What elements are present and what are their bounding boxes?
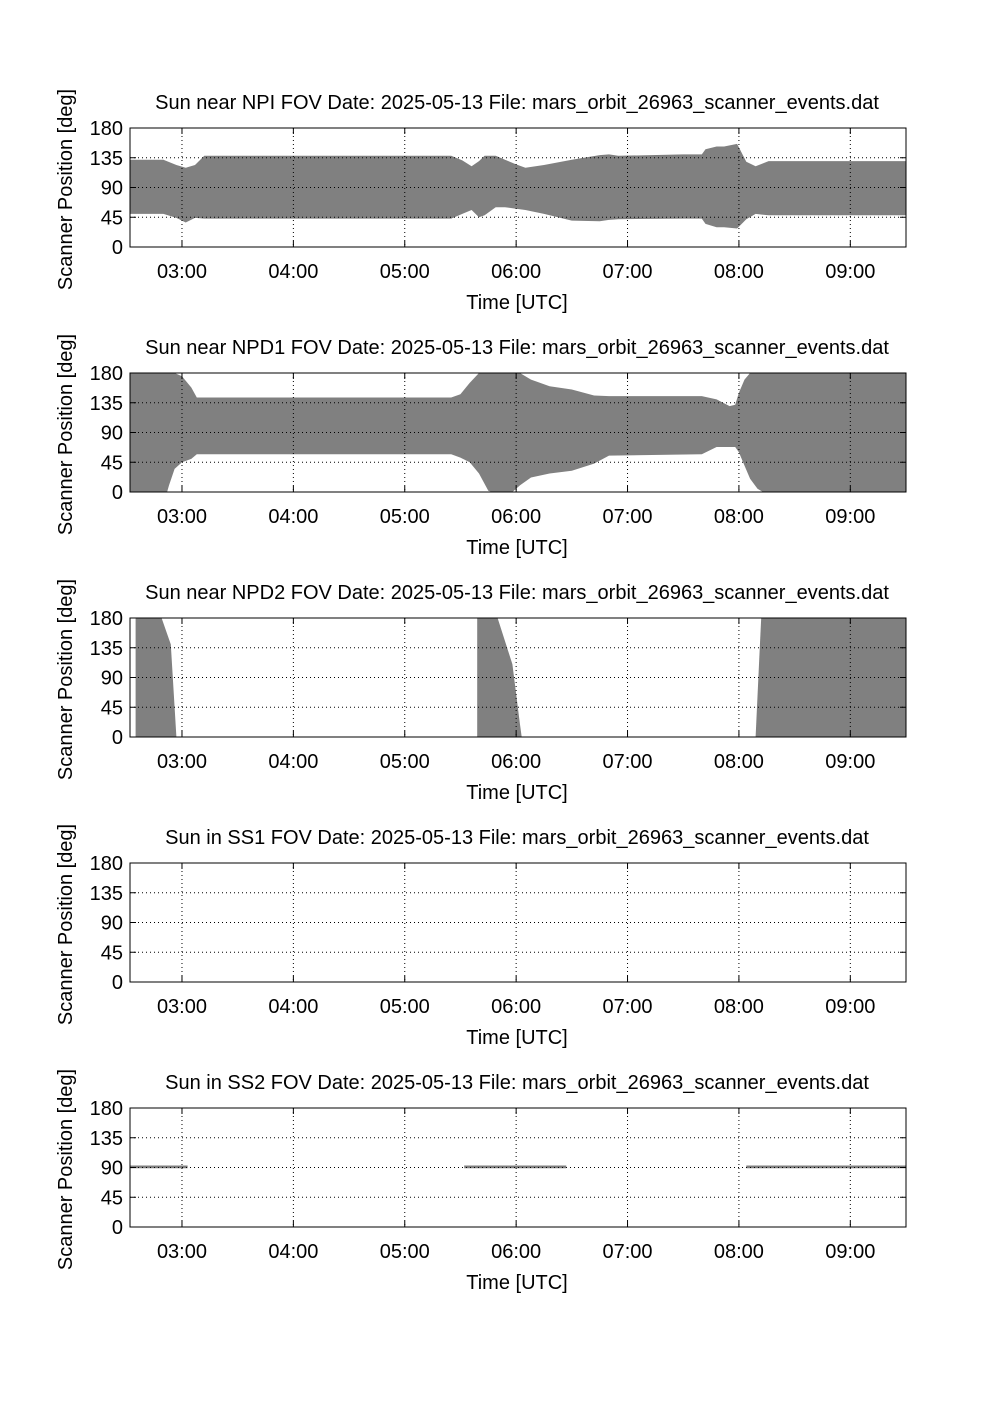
x-tick-label: 07:00 (602, 261, 653, 283)
x-tick-label: 04:00 (268, 996, 319, 1018)
chart-panel-5 (55, 1069, 906, 1294)
y-tick-label: 90 (100, 912, 123, 935)
x-axis-label: Time [UTC] (466, 537, 568, 559)
y-tick-label: 45 (100, 942, 123, 965)
chart-title: Sun near NPD2 FOV Date: 2025-05-13 File: mars_orbit_26963_scanner_events.dat (145, 582, 889, 604)
x-tick-label: 06:00 (491, 261, 542, 283)
x-tick-label: 07:00 (602, 751, 653, 773)
y-axis-label: Scanner Position [deg] (55, 823, 77, 1026)
x-axis-label: Time [UTC] (466, 782, 568, 804)
y-tick-label: 0 (111, 972, 123, 994)
y-tick-label: 90 (100, 177, 123, 200)
chart-title: Sun near NPI FOV Date: 2025-05-13 File: mars_orbit_26963_scanner_events.dat (155, 92, 879, 114)
y-tick-label: 0 (111, 727, 123, 749)
y-tick-label: 45 (100, 1187, 123, 1210)
y-tick-label: 135 (89, 147, 123, 170)
x-tick-label: 09:00 (825, 996, 876, 1018)
x-tick-label: 06:00 (491, 996, 542, 1018)
x-tick-label: 06:00 (491, 751, 542, 773)
x-tick-label: 08:00 (713, 1241, 764, 1263)
x-tick-label: 04:00 (268, 261, 319, 283)
x-tick-label: 03:00 (156, 261, 208, 283)
y-axis-label: Scanner Position [deg] (55, 1068, 77, 1271)
y-tick-label: 90 (100, 1157, 123, 1180)
x-tick-label: 05:00 (379, 996, 430, 1018)
y-tick-label: 180 (89, 363, 123, 385)
x-tick-label: 03:00 (156, 996, 208, 1018)
x-tick-label: 04:00 (268, 751, 319, 773)
x-axis-label: Time [UTC] (466, 292, 568, 314)
x-tick-label: 03:00 (156, 506, 208, 528)
y-tick-label: 135 (89, 637, 123, 660)
x-tick-label: 06:00 (491, 1241, 542, 1263)
x-tick-label: 09:00 (825, 261, 876, 283)
y-tick-label: 45 (100, 207, 123, 230)
x-tick-label: 07:00 (602, 1241, 653, 1263)
y-tick-label: 180 (89, 608, 123, 630)
chart-panel-3 (55, 579, 906, 804)
x-tick-label: 09:00 (825, 1241, 876, 1263)
x-tick-label: 08:00 (713, 751, 764, 773)
x-tick-label: 07:00 (602, 506, 653, 528)
chart-title: Sun near NPD1 FOV Date: 2025-05-13 File: mars_orbit_26963_scanner_events.dat (145, 337, 889, 359)
y-tick-label: 45 (100, 452, 123, 475)
y-tick-label: 180 (89, 1098, 123, 1120)
x-tick-label: 04:00 (268, 506, 319, 528)
x-tick-label: 07:00 (602, 996, 653, 1018)
y-tick-label: 0 (111, 482, 123, 504)
x-tick-label: 05:00 (379, 1241, 430, 1263)
y-tick-label: 0 (111, 237, 123, 259)
x-tick-label: 05:00 (379, 506, 430, 528)
y-axis-label: Scanner Position [deg] (55, 88, 77, 291)
y-axis-label: Scanner Position [deg] (55, 578, 77, 781)
y-tick-label: 180 (89, 118, 123, 140)
chart-panel-2 (55, 334, 906, 559)
y-tick-label: 135 (89, 882, 123, 905)
x-tick-label: 08:00 (713, 261, 764, 283)
y-tick-label: 180 (89, 853, 123, 875)
x-tick-label: 05:00 (379, 261, 430, 283)
y-tick-label: 135 (89, 1127, 123, 1150)
chart-title: Sun in SS1 FOV Date: 2025-05-13 File: mars_orbit_26963_scanner_events.dat (165, 827, 869, 849)
y-tick-label: 0 (111, 1217, 123, 1239)
y-axis-label: Scanner Position [deg] (55, 333, 77, 536)
x-tick-label: 08:00 (713, 996, 764, 1018)
x-tick-label: 03:00 (156, 751, 208, 773)
x-tick-label: 09:00 (825, 506, 876, 528)
x-axis-label: Time [UTC] (466, 1272, 568, 1294)
chart-panel-1 (55, 89, 906, 314)
x-axis-label: Time [UTC] (466, 1027, 568, 1049)
y-tick-label: 135 (89, 392, 123, 415)
x-tick-label: 09:00 (825, 751, 876, 773)
y-tick-label: 90 (100, 422, 123, 445)
x-tick-label: 05:00 (379, 751, 430, 773)
chart-panel-4 (55, 824, 906, 1049)
chart-title: Sun in SS2 FOV Date: 2025-05-13 File: mars_orbit_26963_scanner_events.dat (165, 1072, 869, 1094)
y-tick-label: 90 (100, 667, 123, 690)
x-tick-label: 03:00 (156, 1241, 208, 1263)
x-tick-label: 04:00 (268, 1241, 319, 1263)
x-tick-label: 08:00 (713, 506, 764, 528)
x-tick-label: 06:00 (491, 506, 542, 528)
y-tick-label: 45 (100, 697, 123, 720)
